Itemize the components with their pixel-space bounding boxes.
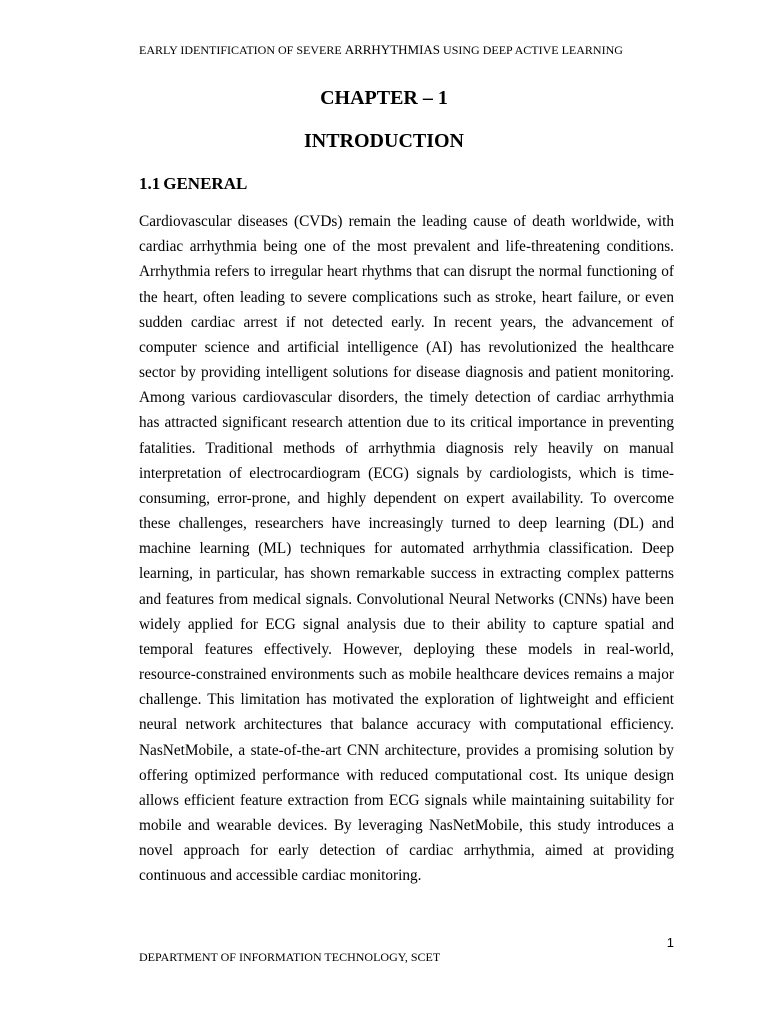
section-title: GENERAL xyxy=(163,174,248,193)
body-paragraph: Cardiovascular diseases (CVDs) remain the leading cause of death worldwide, with cardiac arrhythmia being one of the most prevalent and life-threatening conditions. Arrhythmia refers to irregular heart rhythms that can disrupt the normal functioning of the heart, often leading to severe complications such as stroke, heart failure, or even sudden cardiac arrest if not detected early. In recent years, the advancement of computer science and artificial intelligence (AI) has revolutionized the healthcare sector by providing intelligent solutions for disease diagnosis and patient monitoring. Among various cardiovascular disorders, the timely detection of cardiac arrhythmia has attracted significant research attention due to its critical importance in preventing fatalities. Traditional methods of arrhythmia diagnosis rely heavily on manual interpretation of electrocardiogram (ECG) signals by cardiologists, which is time-consuming, error-prone, and highly dependent on expert availability. To overcome these challenges, researchers have increasingly turned to deep learning (DL) and machine learning (ML) techniques for automated arrhythmia classification. Deep learning, in particular, has shown remarkable success in extracting complex patterns and features from medical signals. Convolutional Neural Networks (CNNs) have been widely applied for ECG signal analysis due to their ability to capture spatial and temporal features effectively. However, deploying these models in real-world, resource-constrained environments such as mobile healthcare devices remains a major challenge. This limitation has motivated the exploration of lightweight and efficient neural network architectures that balance accuracy with computational efficiency. NasNetMobile, a state-of-the-art CNN architecture, provides a promising solution by offering optimized performance with reduced computational cost. Its unique design allows efficient feature extraction from ECG signals while maintaining suitability for mobile and wearable devices. By leveraging NasNetMobile, this study introduces a novel approach for early detection of cardiac arrhythmia, aimed at providing continuous and accessible cardiac monitoring. xyxy=(139,213,674,885)
header-text-part2: ARRHYTHMIAS xyxy=(344,42,441,57)
section-number: 1.1 xyxy=(139,174,161,193)
chapter-subtitle: INTRODUCTION xyxy=(303,130,465,152)
header-text-part3: USING DEEP ACTIVE LEARNING xyxy=(440,43,623,57)
header-text-part1: EARLY IDENTIFICATION OF SEVERE xyxy=(139,43,345,57)
section-heading xyxy=(139,174,247,194)
running-footer: DEPARTMENT OF INFORMATION TECHNOLOGY, SCET xyxy=(139,950,441,964)
running-header xyxy=(139,42,623,58)
page-number: 1 xyxy=(666,935,674,950)
chapter-title: CHAPTER – 1 xyxy=(320,87,448,109)
